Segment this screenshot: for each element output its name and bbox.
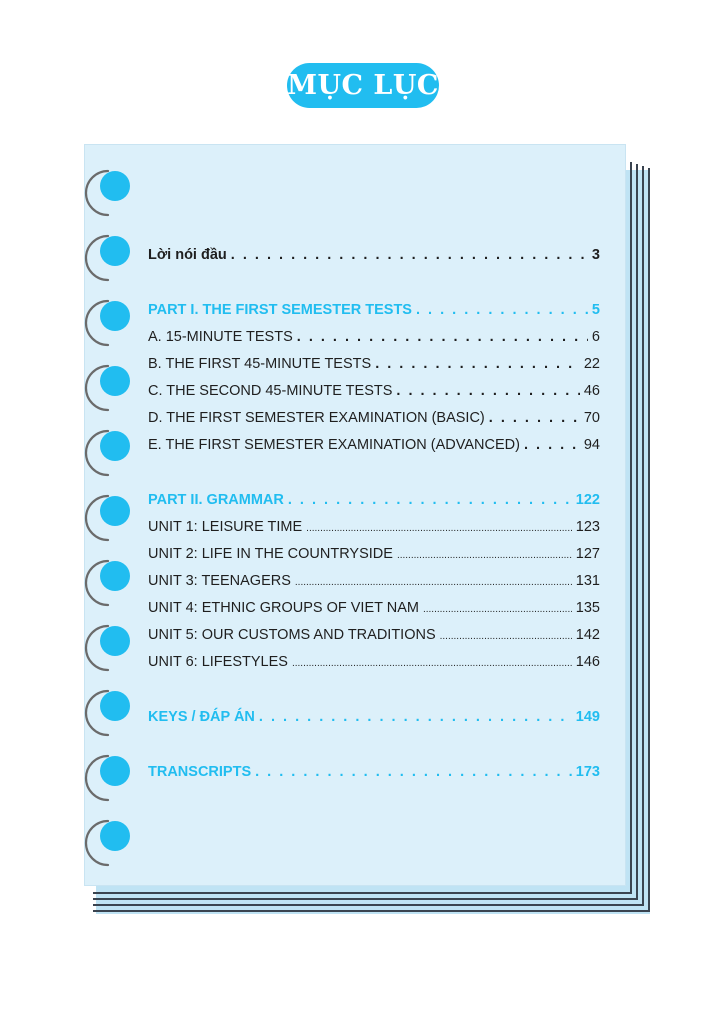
page-edge-line (93, 898, 638, 900)
toc-leader (440, 631, 572, 642)
toc-item[interactable] (148, 600, 600, 622)
toc-item[interactable] (148, 329, 600, 351)
spiral-ring-icon (72, 225, 132, 285)
page-title: MỤC LỤC (287, 70, 439, 101)
toc-label: PART I. THE FIRST SEMESTER TESTS (148, 302, 412, 318)
page-edge-line (93, 904, 644, 906)
toc-item[interactable] (148, 546, 600, 568)
toc-leader (416, 302, 588, 318)
toc-leader (375, 356, 580, 372)
toc-item[interactable] (148, 573, 600, 595)
toc-page: 146 (575, 654, 600, 670)
spiral-ring-icon (72, 550, 132, 610)
toc-leader (297, 329, 588, 345)
binding-hole (100, 171, 130, 201)
spiral-ring-icon (72, 810, 132, 870)
toc-item[interactable] (148, 627, 600, 649)
binding-hole (100, 561, 130, 591)
page-edge-line (93, 892, 632, 894)
toc-leader (306, 523, 572, 534)
toc-leader (292, 658, 572, 669)
binding-hole (100, 236, 130, 266)
toc-label: UNIT 4: ETHNIC GROUPS OF VIET NAM (148, 600, 419, 616)
toc-page: 22 (583, 356, 600, 372)
binding-hole (100, 626, 130, 656)
toc-label: UNIT 1: LEISURE TIME (148, 519, 303, 535)
toc-label: TRANSCRIPTS (148, 764, 252, 780)
toc-intro[interactable] (148, 247, 600, 269)
toc-page: 127 (575, 546, 600, 562)
toc-leader (423, 604, 572, 615)
toc-item[interactable] (148, 437, 600, 459)
spiral-ring-icon (72, 355, 132, 415)
binding-hole (100, 756, 130, 786)
toc-item[interactable] (148, 410, 600, 432)
toc-page: 149 (575, 709, 600, 725)
page-edge-line (648, 168, 650, 912)
toc-leader (524, 437, 580, 453)
binding-hole (100, 691, 130, 721)
toc-page: 123 (575, 519, 600, 535)
toc-label: C. THE SECOND 45-MINUTE TESTS (148, 383, 393, 399)
toc-label: UNIT 6: LIFESTYLES (148, 654, 288, 670)
spiral-ring-icon (72, 160, 132, 220)
page-edge-line (93, 910, 650, 912)
binding-hole (100, 301, 130, 331)
toc-page: 3 (591, 247, 600, 263)
toc-part2-heading[interactable] (148, 492, 600, 514)
toc-label: PART II. GRAMMAR (148, 492, 284, 508)
spiral-ring-icon (72, 680, 132, 740)
toc-label: A. 15-MINUTE TESTS (148, 329, 293, 345)
toc-keys[interactable] (148, 709, 600, 731)
toc-leader (396, 383, 579, 399)
toc-label: Lời nói đầu (148, 247, 227, 263)
page-edge-line (642, 166, 644, 906)
toc-label: UNIT 2: LIFE IN THE COUNTRYSIDE (148, 546, 393, 562)
toc-item[interactable] (148, 519, 600, 541)
page-edge-line (630, 162, 632, 894)
toc-leader (259, 709, 572, 725)
binding-hole (100, 821, 130, 851)
toc-page: 135 (575, 600, 600, 616)
toc-item[interactable] (148, 356, 600, 378)
spiral-ring-icon (72, 290, 132, 350)
toc-page: 122 (575, 492, 600, 508)
toc-leader (295, 577, 572, 588)
toc-page: 46 (583, 383, 600, 399)
toc-transcripts[interactable] (148, 764, 600, 786)
binding-hole (100, 431, 130, 461)
spiral-ring-icon (72, 615, 132, 675)
toc-page: 5 (591, 302, 600, 318)
spiral-ring-icon (72, 420, 132, 480)
toc-leader (255, 764, 572, 780)
binding-hole (100, 366, 130, 396)
toc-page: 6 (591, 329, 600, 345)
toc-item[interactable] (148, 654, 600, 676)
toc-label: B. THE FIRST 45-MINUTE TESTS (148, 356, 372, 372)
toc-item[interactable] (148, 383, 600, 405)
toc-page: 142 (575, 627, 600, 643)
toc-page: 173 (575, 764, 600, 780)
toc-label: E. THE FIRST SEMESTER EXAMINATION (ADVANCED) (148, 437, 520, 453)
toc-leader (288, 492, 572, 508)
toc-leader (489, 410, 580, 426)
toc-page: 70 (583, 410, 600, 426)
toc-page: 94 (583, 437, 600, 453)
page-edge-line (636, 164, 638, 900)
toc-label: UNIT 5: OUR CUSTOMS AND TRADITIONS (148, 627, 436, 643)
toc-label: UNIT 3: TEENAGERS (148, 573, 291, 589)
toc-label: KEYS / ĐÁP ÁN (148, 709, 255, 725)
spiral-ring-icon (72, 745, 132, 805)
toc-part1-heading[interactable] (148, 302, 600, 324)
toc-page: 131 (575, 573, 600, 589)
toc-leader (231, 247, 588, 263)
page-title-badge (287, 63, 439, 108)
binding-hole (100, 496, 130, 526)
toc-leader (397, 550, 572, 561)
toc-label: D. THE FIRST SEMESTER EXAMINATION (BASIC) (148, 410, 485, 426)
spiral-ring-icon (72, 485, 132, 545)
